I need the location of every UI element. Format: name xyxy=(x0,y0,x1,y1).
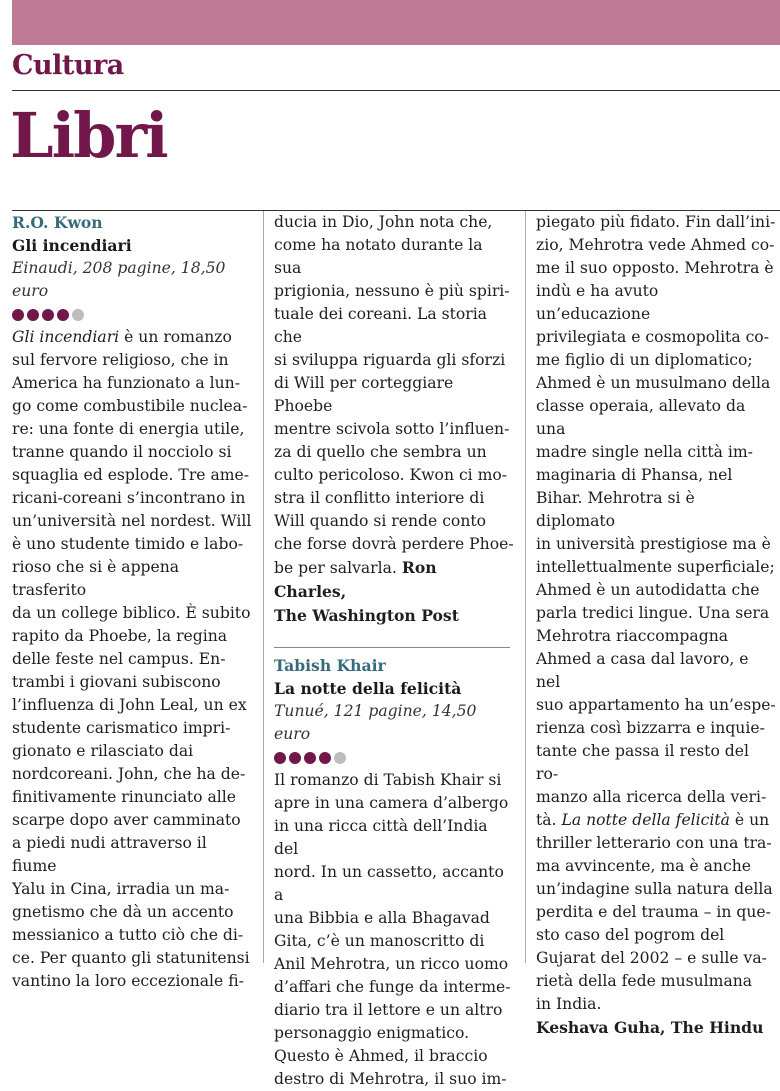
review-line: Gli incendiari è un romanzo xyxy=(12,328,232,346)
review-body xyxy=(12,326,252,993)
review-line: gnetismo che dà un accento xyxy=(12,903,234,921)
review-line: indù e ha avuto un’educazione xyxy=(536,282,659,323)
review-line: ce. Per quanto gli statunitensi xyxy=(12,949,250,967)
review-line: gionato e rilasciato dai xyxy=(12,742,194,760)
header-rule xyxy=(12,90,780,91)
review-line: in università prestigiose ma è xyxy=(536,535,771,553)
review-line: di Will per corteggiare Phoebe xyxy=(274,374,454,415)
review-line: culto pericoloso. Kwon ci mo- xyxy=(274,466,508,484)
review-author: R.O. Kwon xyxy=(12,213,103,232)
review-line: re: una fonte di energia utile, xyxy=(12,420,245,438)
rating-dot-filled xyxy=(274,752,286,764)
rating-dot-empty xyxy=(72,309,84,321)
column-1 xyxy=(12,211,252,990)
review-line: maginaria di Phansa, nel xyxy=(536,466,733,484)
review-line: in una ricca città dell’India del xyxy=(274,817,488,858)
column-2 xyxy=(274,211,514,1088)
review-line: tà. La notte della felicità è un xyxy=(536,811,770,829)
review-signature-source: The Washington Post xyxy=(274,606,459,625)
review-line: come ha notato durante la sua xyxy=(274,236,483,277)
review-line: ricani-coreani s’incontrano in xyxy=(12,489,246,507)
review-line: Ahmed a casa dal lavoro, e nel xyxy=(536,650,749,691)
rating-dots xyxy=(274,746,514,769)
review-line: madre single nella città im- xyxy=(536,443,753,461)
review-line: perdita e del trauma – in que- xyxy=(536,903,771,921)
review-line: Il romanzo di Tabish Khair si xyxy=(274,771,502,789)
book-meta: Tunué, 121 pagine, 14,50 euro xyxy=(274,702,477,743)
review-line: Will quando si rende conto xyxy=(274,512,487,530)
column-divider xyxy=(525,211,526,963)
review-line: America ha funzionato a lun- xyxy=(12,374,240,392)
review-signature: Ron Charles, xyxy=(274,558,437,601)
review-line: un’indagine sulla natura della xyxy=(536,880,773,898)
review-line: Anil Mehrotra, un ricco uomo xyxy=(274,955,509,973)
review-line: zio, Mehrotra vede Ahmed co- xyxy=(536,236,775,254)
review-line: ducia in Dio, John nota che, xyxy=(274,213,493,231)
review-line: personaggio enigmatico. xyxy=(274,1024,470,1042)
review-line: rapito da Phoebe, la regina xyxy=(12,627,228,645)
review-line: me il suo opposto. Mehrotra è xyxy=(536,259,774,277)
review-line: delle feste nel campus. En- xyxy=(12,650,226,668)
review-line: Gita, c’è un manoscritto di xyxy=(274,932,485,950)
review-line: vantino la loro eccezionale fi- xyxy=(12,972,244,990)
review-line: tante che passa il resto del ro- xyxy=(536,742,749,783)
review-line: in India. xyxy=(536,995,602,1013)
review-line: sto caso del pogrom del xyxy=(536,926,725,944)
review-line: l’influenza di John Leal, un ex xyxy=(12,696,247,714)
review-line: rioso che si è appena trasferito xyxy=(12,558,180,599)
review-line: diario tra il lettore e un altro xyxy=(274,1001,503,1019)
rating-dot-filled xyxy=(12,309,24,321)
review-line: privilegiata e cosmopolita co- xyxy=(536,328,769,346)
review-line: Questo è Ahmed, il braccio xyxy=(274,1047,488,1065)
review-body xyxy=(274,769,514,1091)
column-divider xyxy=(263,211,264,963)
review-line: za di quello che sembra un xyxy=(274,443,487,461)
review-line: Ahmed è un musulmano della xyxy=(536,374,771,392)
rating-dot-filled xyxy=(42,309,54,321)
review-body xyxy=(536,211,776,1039)
review-line: parla tredici lingue. Una sera xyxy=(536,604,770,622)
header-color-band xyxy=(12,0,780,45)
review-line: stra il conflitto interiore di xyxy=(274,489,485,507)
review-line: un’università nel nordest. Will xyxy=(12,512,252,530)
review-line: classe operaia, allevato da una xyxy=(536,397,746,438)
review-line: me figlio di un diplomatico; xyxy=(536,351,753,369)
rating-dot-filled xyxy=(57,309,69,321)
book-title: La notte della felicità xyxy=(274,679,462,698)
rating-dots xyxy=(12,303,252,326)
section-label: Cultura xyxy=(12,50,124,81)
review-line: piegato più fidato. Fin dall’ini- xyxy=(536,213,776,231)
review-line: mentre scivola sotto l’influen- xyxy=(274,420,510,438)
review-line: finitivamente rinunciato alle xyxy=(12,788,237,806)
review-line: ma avvincente, ma è anche xyxy=(536,857,751,875)
review-line: nord. In un cassetto, accanto a xyxy=(274,863,504,904)
book-meta: Einaudi, 208 pagine, 18,50 euro xyxy=(12,259,226,300)
column-3 xyxy=(536,211,776,1037)
review-line: be per salvarla. Ron Charles, xyxy=(274,558,437,601)
review-line: tranne quando il nocciolo si xyxy=(12,443,232,461)
review-line: Yalu in Cina, irradia un ma- xyxy=(12,880,230,898)
review-line: Mehrotra riaccompagna xyxy=(536,627,729,645)
book-title: Gli incendiari xyxy=(12,236,132,255)
review-line: suo appartamento ha un’espe- xyxy=(536,696,776,714)
review-line: destro di Mehrotra, il suo im- xyxy=(274,1070,507,1088)
review-line: si sviluppa riguarda gli sforzi xyxy=(274,351,506,369)
review-line: studente carismatico impri- xyxy=(12,719,231,737)
review-line: intellettualmente superficiale; xyxy=(536,558,775,576)
rating-dot-filled xyxy=(319,752,331,764)
rating-dot-filled xyxy=(289,752,301,764)
review-separator xyxy=(274,647,510,648)
review-line: thriller letterario con una tra- xyxy=(536,834,772,852)
review-line: manzo alla ricerca della veri- xyxy=(536,788,767,806)
rating-dot-filled xyxy=(304,752,316,764)
review-line: nordcoreani. John, che ha de- xyxy=(12,765,246,783)
review-line: trambi i giovani subiscono xyxy=(12,673,221,691)
review-line: sul fervore religioso, che in xyxy=(12,351,229,369)
review-line: go come combustibile nuclea- xyxy=(12,397,248,415)
review-line: rietà della fede musulmana xyxy=(536,972,753,990)
review-line: che forse dovrà perdere Phoe- xyxy=(274,535,514,553)
review-line: da un college biblico. È subito xyxy=(12,604,251,622)
review-line: Ahmed è un autodidatta che xyxy=(536,581,760,599)
review-line: apre in una camera d’albergo xyxy=(274,794,509,812)
rating-dot-filled xyxy=(27,309,39,321)
rating-dot-empty xyxy=(334,752,346,764)
review-line: a piedi nudi attraverso il fiume xyxy=(12,834,207,875)
review-line: messianico a tutto ciò che di- xyxy=(12,926,244,944)
review-line: squaglia ed esplode. Tre ame- xyxy=(12,466,250,484)
review-line: Bihar. Mehrotra si è diplomato xyxy=(536,489,695,530)
review-line: è uno studente timido e labo- xyxy=(12,535,244,553)
page-title: Libri xyxy=(10,99,167,172)
review-line: Gujarat del 2002 – e sulle va- xyxy=(536,949,767,967)
review-line: una Bibbia e alla Bhagavad xyxy=(274,909,490,927)
review-line: prigionia, nessuno è più spiri- xyxy=(274,282,510,300)
review-line: rienza così bizzarra e inquie- xyxy=(536,719,765,737)
review-body xyxy=(274,211,514,627)
review-line: tuale dei coreani. La storia che xyxy=(274,305,487,346)
review-signature: Keshava Guha, The Hindu xyxy=(536,1018,764,1037)
review-line: scarpe dopo aver camminato xyxy=(12,811,241,829)
review-author: Tabish Khair xyxy=(274,656,386,675)
review-line: d’affari che funge da interme- xyxy=(274,978,511,996)
